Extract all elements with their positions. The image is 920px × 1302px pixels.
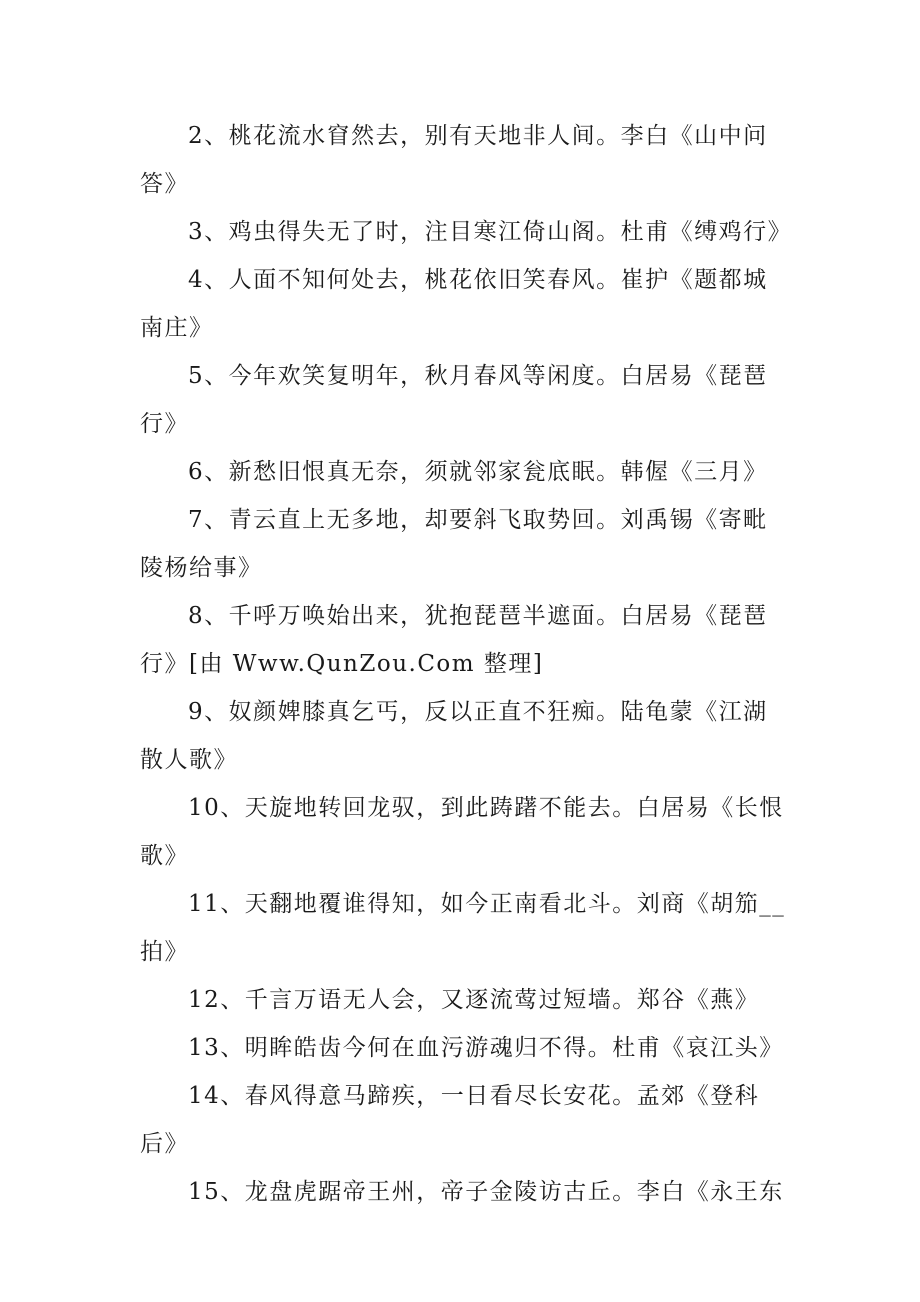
list-item: 14、春风得意马蹄疾，一日看尽长安花。孟郊《登科后》 xyxy=(140,1083,760,1157)
list-item: 15、龙盘虎踞帝王州，帝子金陵访古丘。李白《永王东 xyxy=(188,1179,784,1205)
list-item: 4、人面不知何处去，桃花依旧笑春风。崔护《题都城南庄》 xyxy=(140,267,768,341)
list-item: 9、奴颜婢膝真乞丐，反以正直不狂痴。陆龟蒙《江湖散人歌》 xyxy=(140,699,768,773)
list-item: 11、天翻地覆谁得知，如今正南看北斗。刘商《胡笳__拍》 xyxy=(140,891,786,965)
list-item: 3、鸡虫得失无了时，注目寒江倚山阁。杜甫《缚鸡行》 xyxy=(188,219,793,245)
poem-list xyxy=(140,112,793,1216)
list-item: 2、桃花流水窅然去，别有天地非人间。李白《山中问答》 xyxy=(140,123,768,197)
list-item: 7、青云直上无多地，却要斜飞取势回。刘禹锡《寄毗陵杨给事》 xyxy=(140,507,768,581)
list-item: 5、今年欢笑复明年，秋月春风等闲度。白居易《琵琶行》 xyxy=(140,363,768,437)
list-item: 12、千言万语无人会，又逐流莺过短墙。郑谷《燕》 xyxy=(188,987,760,1013)
list-item: 8、千呼万唤始出来，犹抱琵琶半遮面。白居易《琵琶行》[由 Www.QunZou.Com 整理] xyxy=(140,603,768,677)
list-item: 10、天旋地转回龙驭，到此踌躇不能去。白居易《长恨歌》 xyxy=(140,795,784,869)
list-item: 13、明眸皓齿今何在血污游魂归不得。杜甫《哀江头》 xyxy=(188,1035,784,1061)
list-item: 6、新愁旧恨真无奈，须就邻家瓮底眠。韩偓《三月》 xyxy=(188,459,768,485)
